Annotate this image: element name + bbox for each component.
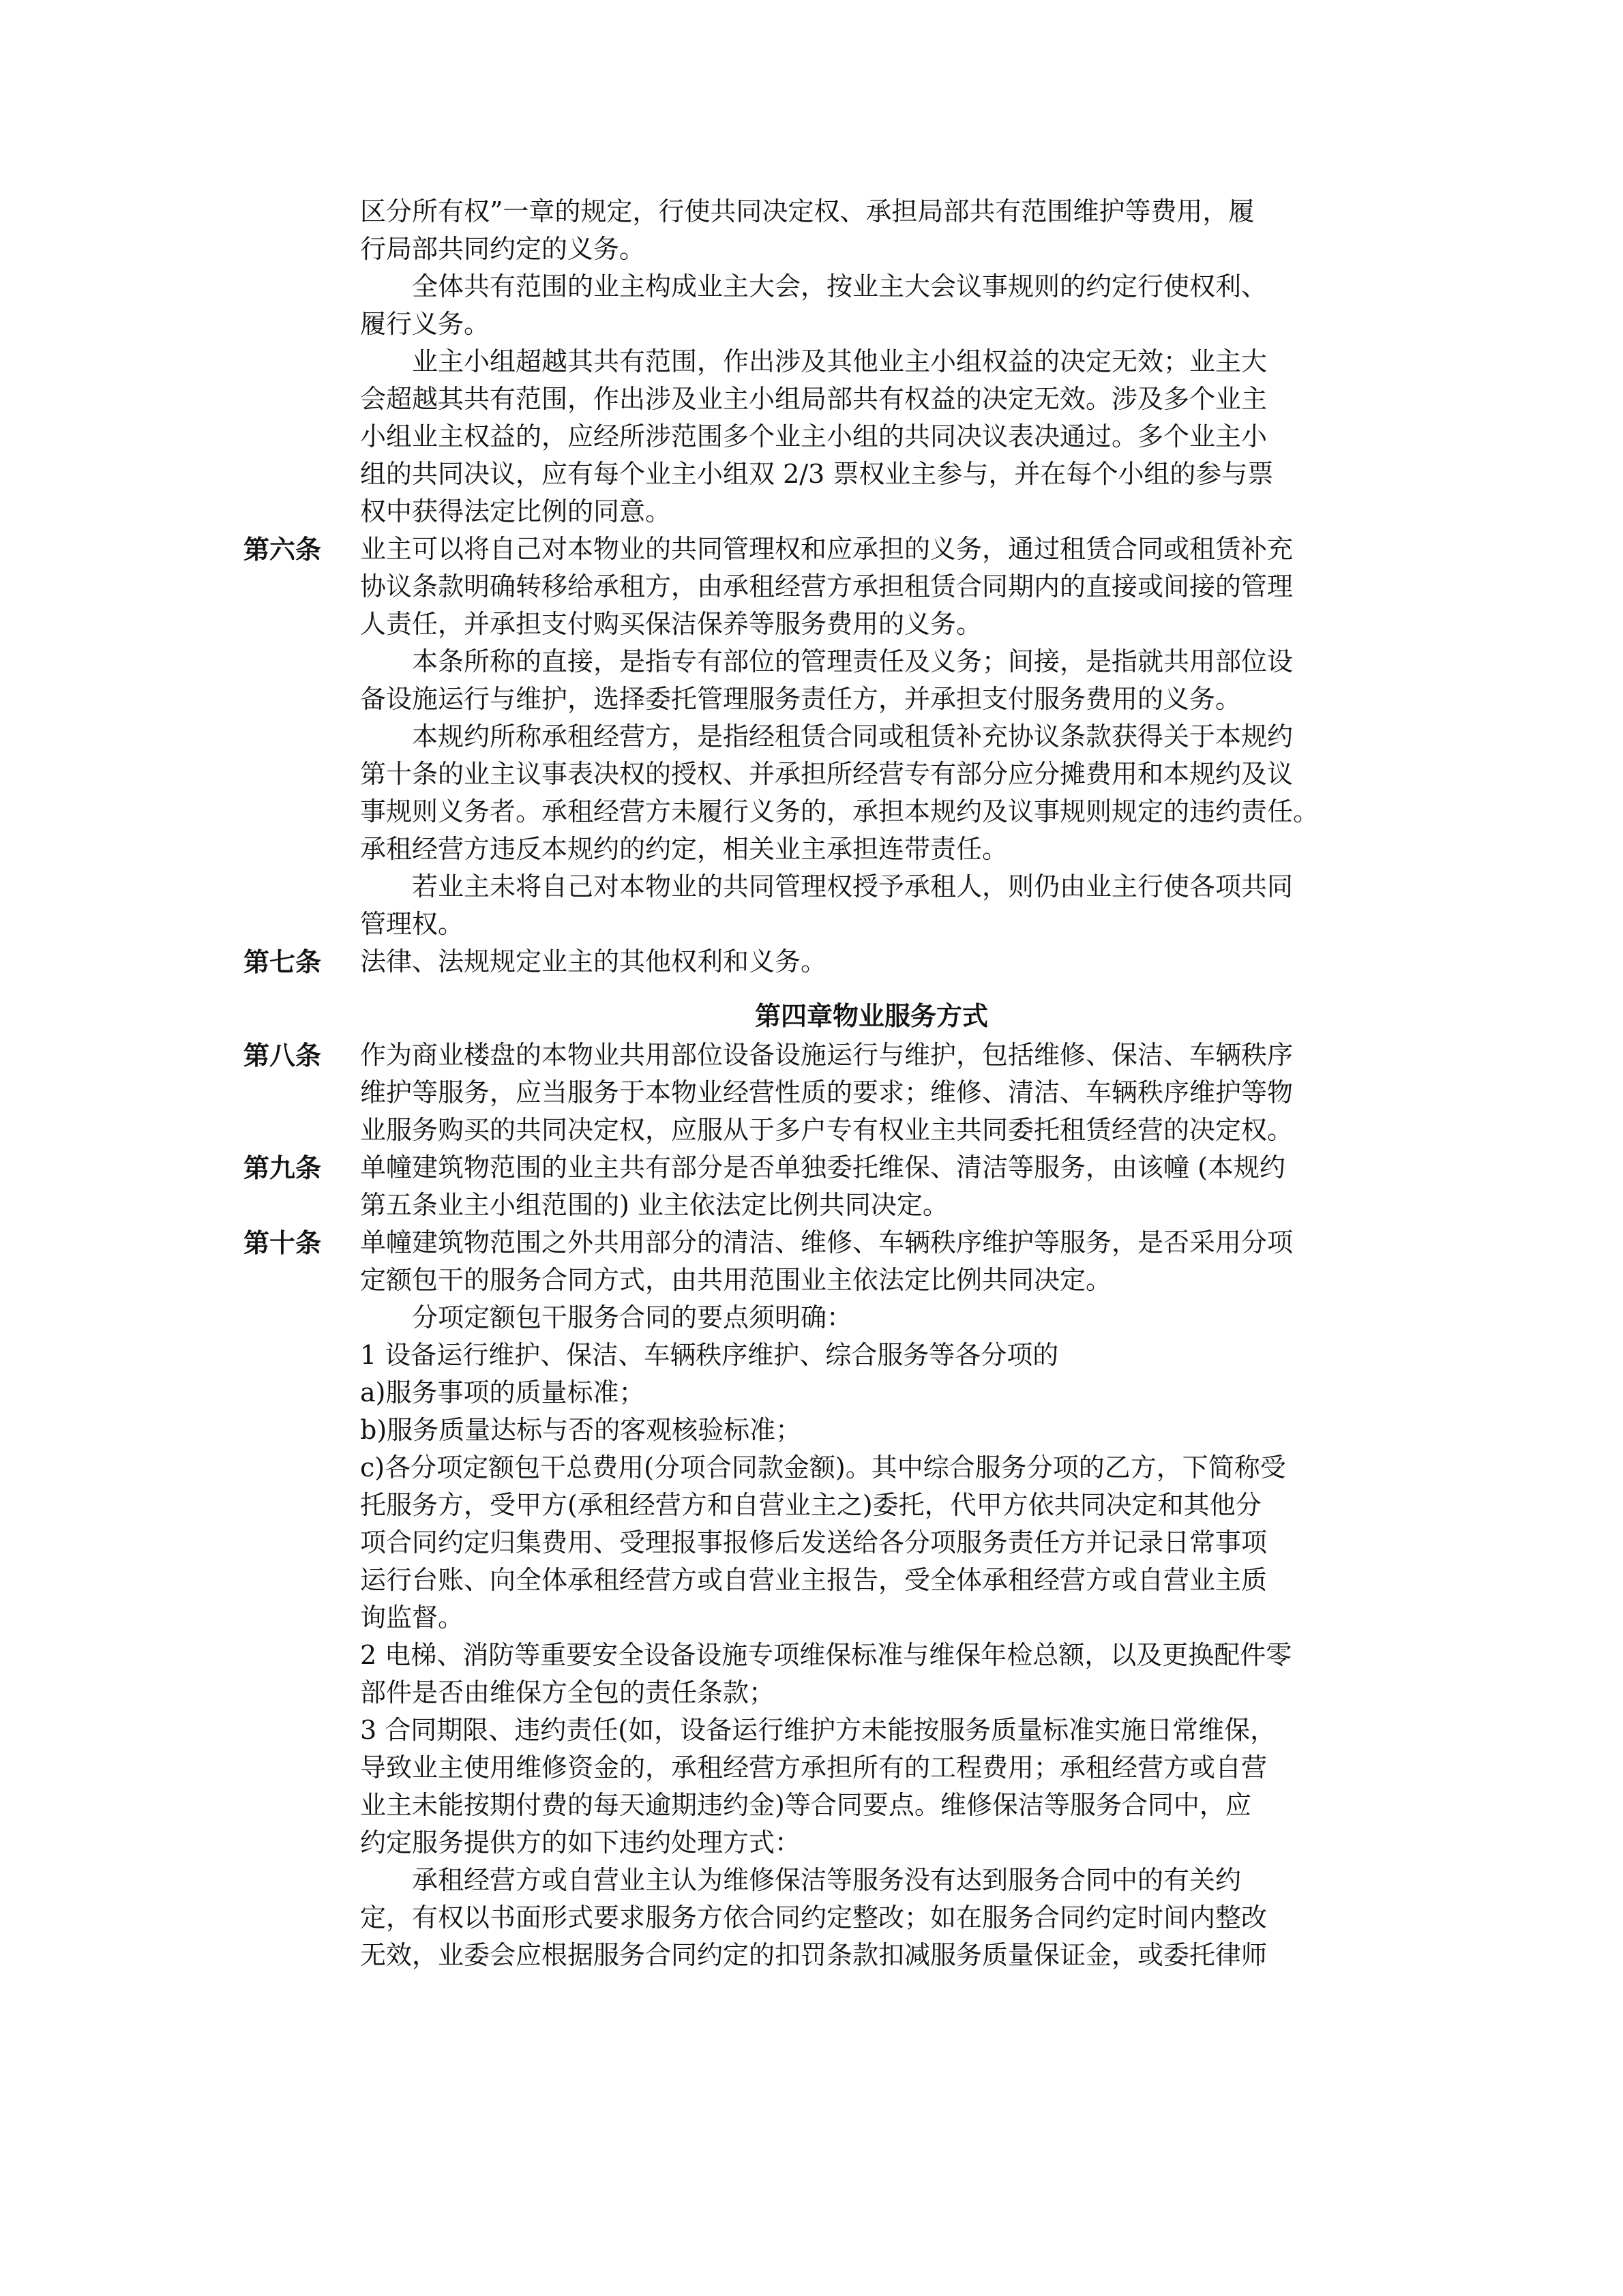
article-8-label: 第八条 bbox=[243, 1040, 322, 1071]
article-6-paragraph-3: 本规约所称承租经营方，是指经租赁合同或租赁补充协议条款获得关于本规约 第十条的业主议事表决权的授权、并承担所经营专有部分应分摊费用和本规约及议 事规则义务者。承租经营方未履行义务的，承担本规约及议事规则规定的违约责任。 承租经营方违反本规约的约定，相关业主承担连带责任。 bbox=[360, 721, 1320, 864]
article-9-text: 单幢建筑物范围的业主共有部分是否单独委托维保、清洁等服务，由该幢 (本规约 第五条业主小组范围的) 业主依法定比例共同决定。 bbox=[360, 1152, 1285, 1220]
article-9-label: 第九条 bbox=[243, 1152, 322, 1183]
article-6-paragraph-2: 本条所称的直接，是指专有部位的管理责任及义务；间接，是指就共用部位设 备设施运行与维护，选择委托管理服务责任方，并承担支付服务费用的义务。 bbox=[360, 646, 1294, 714]
intro-paragraph-2: 全体共有范围的业主构成业主大会，按业主大会议事规则的约定行使权利、 履行义务。 bbox=[360, 271, 1268, 339]
article-10-item-a: a)服务事项的质量标准； bbox=[360, 1377, 645, 1407]
article-10-text: 单幢建筑物范围之外共用部分的清洁、维修、车辆秩序维护等服务，是否采用分项 定额包干的服务合同方式，由共用范围业主依法定比例共同决定。 bbox=[360, 1227, 1294, 1295]
article-6-paragraph-1: 业主可以将自己对本物业的共同管理权和应承担的义务，通过租赁合同或租赁补充 协议条款明确转移给承租方，由承租经营方承担租赁合同期内的直接或间接的管理 人责任，并承担支付购买保洁保养等服务费用的义务。 bbox=[360, 534, 1294, 639]
article-8-text: 作为商业楼盘的本物业共用部位设备设施运行与维护，包括维修、保洁、车辆秩序 维护等服务，应当服务于本物业经营性质的要求；维修、清洁、车辆秩序维护等物 业服务购买的共同决定权，应服从于多户专有权业主共同委托租赁经营的决定权。 bbox=[360, 1040, 1294, 1145]
article-10-contract-points-intro: 分项定额包干服务合同的要点须明确： bbox=[412, 1302, 853, 1332]
article-6-paragraph-4: 若业主未将自己对本物业的共同管理权授予承租人，则仍由业主行使各项共同 管理权。 bbox=[360, 871, 1294, 939]
article-10-item-b: b)服务质量达标与否的客观核验标准； bbox=[360, 1415, 802, 1445]
article-6-label: 第六条 bbox=[243, 534, 322, 565]
article-10-closing-paragraph: 承租经营方或自营业主认为维修保洁等服务没有达到服务合同中的有关约 定，有权以书面形式要求服务方依合同约定整改；如在服务合同约定时间内整改 无效，业委会应根据服务合同约定的扣罚条款扣减服务质量保证金，或委托律师 bbox=[360, 1865, 1268, 1970]
chapter-4-title: 第四章物业服务方式 bbox=[754, 1000, 988, 1031]
article-10-item-1: 1 设备运行维护、保洁、车辆秩序维护、综合服务等各分项的 bbox=[360, 1340, 1059, 1370]
article-10-item-c: c)各分项定额包干总费用(分项合同款金额)。其中综合服务分项的乙方，下简称受 托服务方，受甲方(承租经营方和自营业主之)委托，代甲方依共同决定和其他分 项合同约定归集费用、受理报事报修后发送给各分项服务责任方并记录日常事项 运行台账、向全体承租经营方或自营业主报告，受全体承租经营方或自营业主质 询监督。 bbox=[360, 1452, 1286, 1632]
article-7-label: 第七条 bbox=[243, 946, 322, 977]
article-10-item-3: 3 合同期限、违约责任(如，设备运行维护方未能按服务质量标准实施日常维保， 导致业主使用维修资金的，承租经营方承担所有的工程费用；承租经营方或自营 业主未能按期付费的每天逾期违约金)等合同要点。维修保洁等服务合同中，应 约定服务提供方的如下违约处理方式： bbox=[360, 1715, 1277, 1858]
article-10-label: 第十条 bbox=[243, 1227, 322, 1258]
article-10-item-2: 2 电梯、消防等重要安全设备设施专项维保标准与维保年检总额，以及更换配件零 部件是否由维保方全包的责任条款； bbox=[360, 1640, 1292, 1708]
intro-paragraph-3: 业主小组超越其共有范围，作出涉及其他业主小组权益的决定无效；业主大 会超越其共有范围，作出涉及业主小组局部共有权益的决定无效。涉及多个业主 小组业主权益的，应经所涉范围多个业主小组的共同决议表决通过。多个业主小 组的共同决议，应有每个业主小组双 2/3 票权业主参与，并在每个小组的参与票 权中获得法定比例的同意。 bbox=[360, 346, 1274, 526]
article-7-text: 法律、法规规定业主的其他权利和义务。 bbox=[360, 946, 827, 976]
intro-paragraph-1: 区分所有权”一章的规定，行使共同决定权、承担局部共有范围维护等费用，履 行局部共同约定的义务。 bbox=[360, 196, 1255, 264]
